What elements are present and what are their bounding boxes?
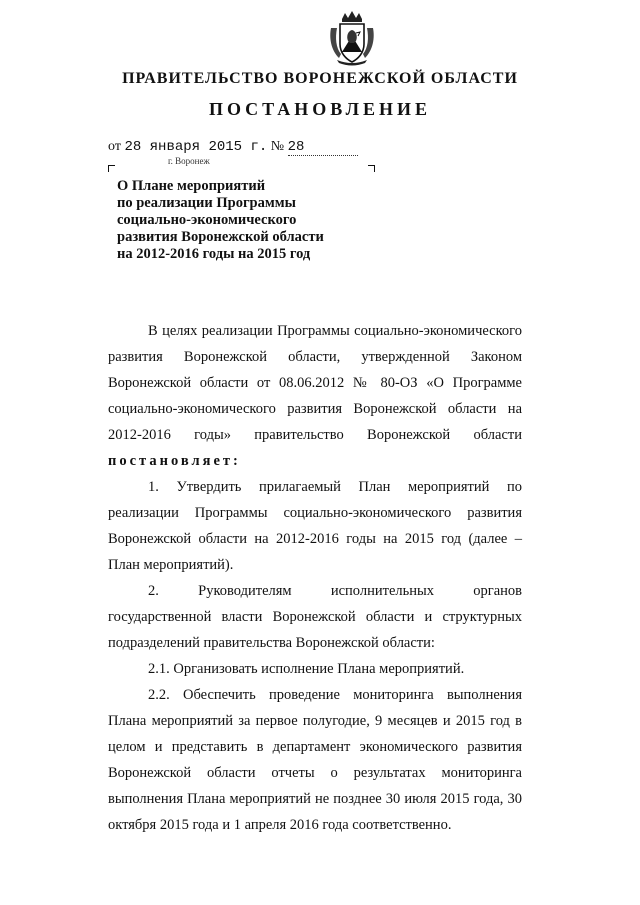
subject-corner-right <box>368 165 375 172</box>
number-sign: № <box>270 139 285 154</box>
decree-colon: : <box>233 453 238 469</box>
document-type-title: ПОСТАНОВЛЕНИЕ <box>208 99 432 119</box>
subject-line: О Плане мероприятий <box>117 178 266 194</box>
decree-verb: постановляет <box>108 453 234 469</box>
clause-2-1: 2.1. Организовать исполнение Плана мероприятий. <box>148 661 465 677</box>
intro-text: В целях реализации Программы социально-экономического развития Воронежской области, утвержденной Законом Воронежской области от 08.06.2012 № 80-ОЗ «О Программе социально-экономического развития Воронежской области на 2012-2016 годы» правительство Воронежской области <box>108 323 522 443</box>
intro-paragraph <box>108 318 522 474</box>
government-title: ПРАВИТЕЛЬСТВО ВОРОНЕЖСКОЙ ОБЛАСТИ <box>122 70 518 87</box>
document-subject <box>117 178 377 263</box>
document-date: 28 января 2015 г. <box>124 139 268 155</box>
clause-2-2: 2.2. Обеспечить проведение мониторинга выполнения Плана мероприятий за первое полугодие, 9 месяцев и 2015 год в целом и представить в департамент экономического развития Воронежской области отчеты о результатах мониторинга выполнения Плана мероприятий не позднее 30 июля 2015 года, 30 октября 2015 года и 1 апреля 2016 года соответственно. <box>108 687 522 833</box>
document-number: 28 <box>288 139 358 156</box>
subject-line: на 2012-2016 годы на 2015 год <box>117 246 311 262</box>
subject-corner-left <box>108 165 115 172</box>
date-number-line <box>108 139 358 156</box>
coat-of-arms-icon <box>327 10 377 66</box>
date-prefix: от <box>108 139 121 154</box>
city-label: г. Воронеж <box>168 156 210 166</box>
clause-2: 2. Руководителям исполнительных органов государственной власти Воронежской области и структурных подразделений правительства Воронежской области: <box>108 583 522 651</box>
subject-line: развития Воронежской области <box>117 229 324 245</box>
document-body <box>108 318 522 838</box>
subject-line: социально-экономического <box>117 212 297 228</box>
subject-line: по реализации Программы <box>117 195 296 211</box>
clause-1: 1. Утвердить прилагаемый План мероприятий по реализации Программы социально-экономического развития Воронежской области на 2012-2016 годы на 2015 год (далее – План мероприятий). <box>108 479 522 573</box>
